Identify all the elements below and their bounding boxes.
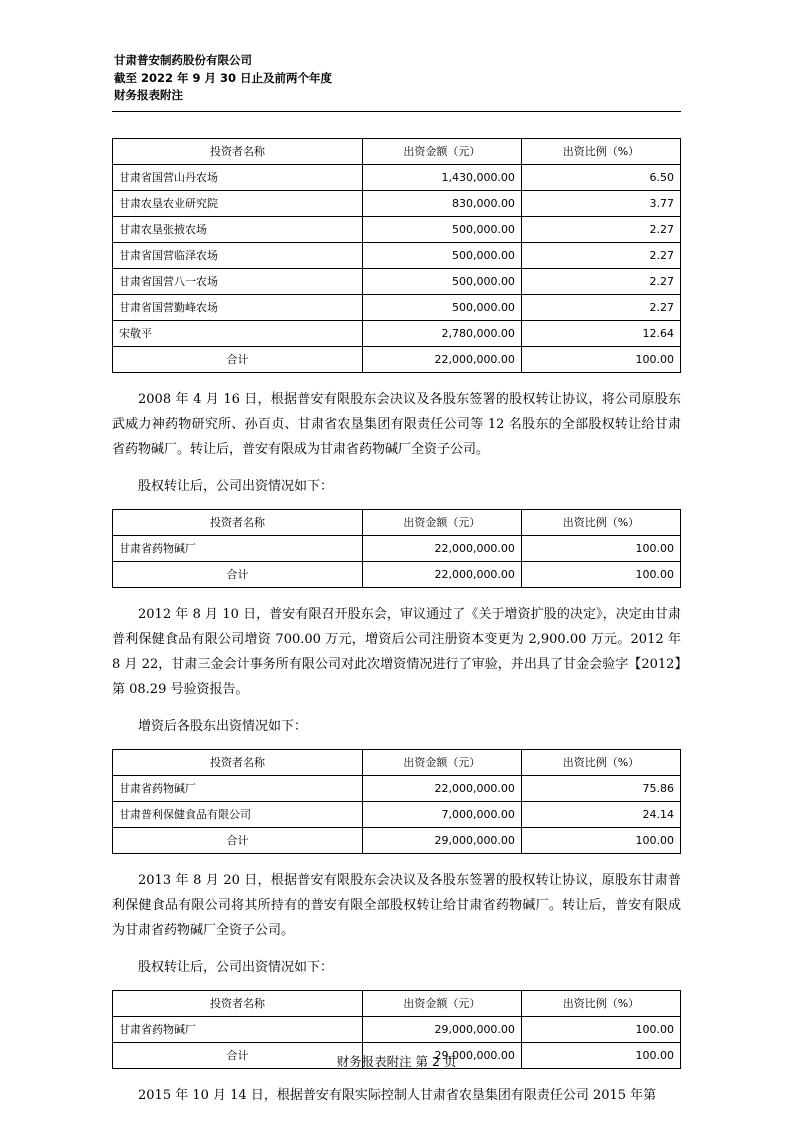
cell-investor: 甘肃省药物碱厂 <box>113 775 363 801</box>
shareholder-table-2 <box>112 509 681 588</box>
cell-amount: 500,000.00 <box>362 242 521 268</box>
page-footer: 财务报表附注 第 2 页 <box>336 1054 457 1069</box>
table-header-row <box>113 509 681 535</box>
cell-amount: 2,780,000.00 <box>362 320 521 346</box>
cell-amount: 29,000,000.00 <box>362 1016 521 1042</box>
column-header-amount: 出资金额（元） <box>362 749 521 775</box>
paragraph-equity-transfer-2013: 2013 年 8 月 20 日，根据普安有限股东会决议及各股东签署的股权转让协议，原股东甘肃普利保健食品有限公司将其所持有的普安有限全部股权转让给甘肃省药物碱厂。转让后，普安有限成为甘肃省药物碱厂全资子公司。 <box>112 872 681 938</box>
cell-investor: 甘肃省国营勤峰农场 <box>113 294 363 320</box>
table-row <box>113 775 681 801</box>
column-header-amount: 出资金额（元） <box>362 509 521 535</box>
table-total-row <box>113 827 681 853</box>
cell-amount: 830,000.00 <box>362 190 521 216</box>
cell-amount: 500,000.00 <box>362 216 521 242</box>
column-header-ratio: 出资比例（%） <box>521 509 680 535</box>
cell-total-label: 合计 <box>113 1042 363 1068</box>
paragraph-capital-increase-2012: 2012 年 8 月 10 日，普安有限召开股东会，审议通过了《关于增资扩股的决定》，决定由甘肃普利保健食品有限公司增资 700.00 万元，增资后公司注册资本变更为 2,900.00 万元。2012 年 8 月 22，甘肃三金会计事务所有限公司对此次增资情况进行了审验，并出具了甘金会验字【2012】第 08.29 号验资报告。 <box>112 606 681 697</box>
column-header-investor: 投资者名称 <box>113 138 363 164</box>
table-row <box>113 164 681 190</box>
cell-investor: 宋敬平 <box>113 320 363 346</box>
cell-ratio: 3.77 <box>521 190 680 216</box>
table-row <box>113 320 681 346</box>
cell-investor: 甘肃普利保健食品有限公司 <box>113 801 363 827</box>
table-header-row <box>113 138 681 164</box>
cell-investor: 甘肃省国营山丹农场 <box>113 164 363 190</box>
column-header-ratio: 出资比例（%） <box>521 749 680 775</box>
cell-total-ratio: 100.00 <box>521 346 680 372</box>
cell-investor: 甘肃省药物碱厂 <box>113 535 363 561</box>
column-header-amount: 出资金额（元） <box>362 138 521 164</box>
table-total-row <box>113 561 681 587</box>
paragraph-2015-continued: 2015 年 10 月 14 日，根据普安有限实际控制人甘肃省农垦集团有限责任公司 2015 年第 <box>138 1087 657 1103</box>
header-document-title: 财务报表附注 <box>114 88 183 102</box>
column-header-amount: 出资金额（元） <box>362 990 521 1016</box>
header-period: 截至 2022 年 9 月 30 日止及前两个年度 <box>114 70 333 85</box>
cell-ratio: 2.27 <box>521 216 680 242</box>
table-row <box>113 294 681 320</box>
cell-total-ratio: 100.00 <box>521 561 680 587</box>
column-header-ratio: 出资比例（%） <box>521 990 680 1016</box>
cell-amount: 7,000,000.00 <box>362 801 521 827</box>
header-divider <box>112 111 681 112</box>
cell-investor: 甘肃农垦张掖农场 <box>113 216 363 242</box>
table-row <box>113 535 681 561</box>
column-header-investor: 投资者名称 <box>113 749 363 775</box>
cell-total-amount: 29,000,000.00 <box>362 1042 521 1068</box>
shareholder-table-1 <box>112 138 681 373</box>
paragraph-capital-intro-2: 增资后各股东出资情况如下： <box>138 718 308 734</box>
table-row <box>113 242 681 268</box>
cell-amount: 22,000,000.00 <box>362 535 521 561</box>
column-header-investor: 投资者名称 <box>113 509 363 535</box>
cell-investor: 甘肃省国营临泽农场 <box>113 242 363 268</box>
table-header-row <box>113 749 681 775</box>
table-row <box>113 801 681 827</box>
page-header <box>112 52 681 105</box>
cell-amount: 1,430,000.00 <box>362 164 521 190</box>
paragraph-capital-intro-3: 股权转让后，公司出资情况如下： <box>138 959 334 975</box>
cell-amount: 22,000,000.00 <box>362 775 521 801</box>
cell-amount: 500,000.00 <box>362 268 521 294</box>
cell-ratio: 12.64 <box>521 320 680 346</box>
cell-ratio: 6.50 <box>521 164 680 190</box>
cell-ratio: 2.27 <box>521 242 680 268</box>
cell-total-amount: 29,000,000.00 <box>362 827 521 853</box>
cell-investor: 甘肃省国营八一农场 <box>113 268 363 294</box>
cell-investor: 甘肃省药物碱厂 <box>113 1016 363 1042</box>
cell-total-ratio: 100.00 <box>521 827 680 853</box>
cell-total-label: 合计 <box>113 561 363 587</box>
shareholder-table-3 <box>112 749 681 854</box>
paragraph-equity-transfer-2008: 2008 年 4 月 16 日，根据普安有限股东会决议及各股东签署的股权转让协议，将公司原股东武威力神药物研究所、孙百贞、甘肃省农垦集团有限责任公司等 12 名股东的全部股权转让给甘肃省药物碱厂。转让后，普安有限成为甘肃省药物碱厂全资子公司。 <box>112 391 681 457</box>
header-company-name: 甘肃普安制药股份有限公司 <box>114 53 252 67</box>
cell-amount: 500,000.00 <box>362 294 521 320</box>
cell-investor: 甘肃农垦农业研究院 <box>113 190 363 216</box>
cell-ratio: 2.27 <box>521 268 680 294</box>
table-row <box>113 190 681 216</box>
column-header-ratio: 出资比例（%） <box>521 138 680 164</box>
cell-total-amount: 22,000,000.00 <box>362 346 521 372</box>
cell-total-label: 合计 <box>113 346 363 372</box>
table-row <box>113 268 681 294</box>
cell-ratio: 100.00 <box>521 1016 680 1042</box>
table-row <box>113 216 681 242</box>
column-header-investor: 投资者名称 <box>113 990 363 1016</box>
cell-ratio: 75.86 <box>521 775 680 801</box>
cell-total-label: 合计 <box>113 827 363 853</box>
cell-ratio: 100.00 <box>521 535 680 561</box>
paragraph-capital-intro-1: 股权转让后，公司出资情况如下： <box>138 478 334 494</box>
table-total-row <box>113 346 681 372</box>
cell-total-amount: 22,000,000.00 <box>362 561 521 587</box>
cell-total-ratio: 100.00 <box>521 1042 680 1068</box>
table-header-row <box>113 990 681 1016</box>
cell-ratio: 24.14 <box>521 801 680 827</box>
table-row <box>113 1016 681 1042</box>
cell-ratio: 2.27 <box>521 294 680 320</box>
